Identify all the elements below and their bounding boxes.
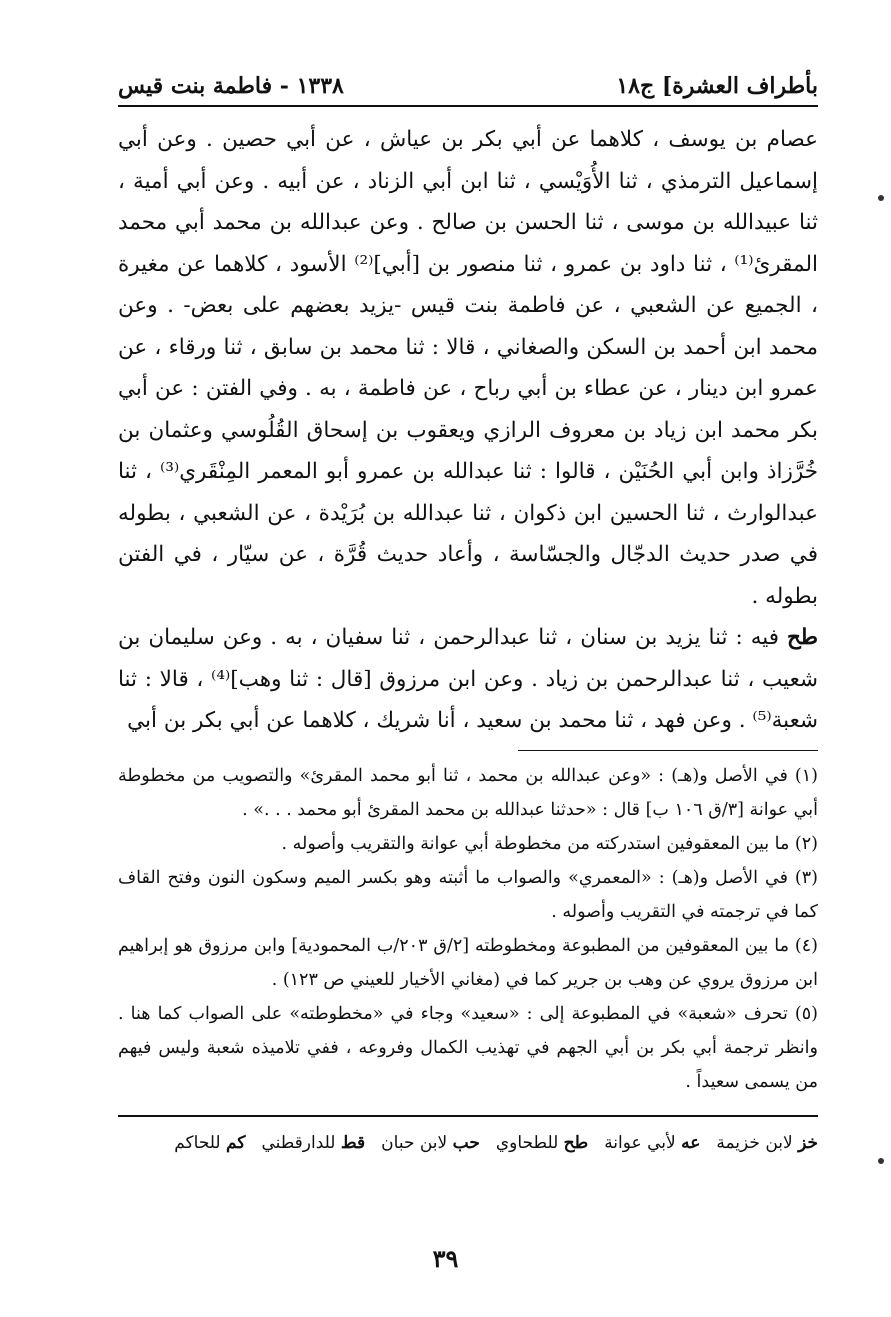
abbreviation-label: لأبي عوانة: [604, 1132, 676, 1153]
margin-dot: [878, 1158, 884, 1164]
abbreviation-item: [381, 1129, 480, 1157]
margin-dot: [878, 195, 884, 201]
running-header: [118, 55, 818, 99]
footnotes: [118, 759, 818, 1099]
abbreviation-code: حب: [452, 1132, 480, 1153]
hadith-reference: ١٣٣٨ - فاطمة بنت قيس: [118, 73, 344, 99]
book-page: [118, 55, 818, 1157]
footnote: (٥) تحرف «شعبة» في المطبوعة إلى : «سعيد» وجاء في «مخطوطته» على الصواب كما هنا . وانظر ترجمة أبي بكر بن أبي الجهم في تهذيب الكمال وفروعه ، ففي تلاميذه شعبة وليس فيهم من يسمى سعيداً .: [118, 1003, 818, 1092]
paragraph: [118, 617, 818, 742]
abbreviation-code: عه: [681, 1132, 701, 1153]
footnote: (١) في الأصل و(هـ) : «وعن عبدالله بن محمد ، ثنا أبو محمد المقرئ» والتصويب من مخطوطة أبي عوانة [٣/ق ١٠٦ ب] قال : «حدثنا عبدالله بن محمد المقرئ أبو محمد . . .» .: [118, 765, 818, 820]
abbreviation-code: قط: [340, 1132, 366, 1153]
abbreviation-item: [716, 1129, 818, 1157]
header-rule: [118, 105, 818, 107]
footnote-separator: [518, 750, 818, 751]
paragraph-text: فيه : ثنا يزيد بن سنان ، ثنا عبدالرحمن ، ثنا سفيان ، به . وعن سليمان بن شعيب ، ثنا عبدالرحمن بن زياد . وعن ابن مرزوق [قال : ثنا وهب]⁽⁴⁾ ، قالا : ثنا شعبة⁽⁵⁾ . وعن فهد ، ثنا محمد بن سعيد ، أنا شريك ، كلاهما عن أبي بكر بن أبي: [118, 625, 818, 733]
abbreviation-item: [604, 1129, 700, 1157]
paragraph: عصام بن يوسف ، كلاهما عن أبي بكر بن عياش ، عن أبي حصين . وعن أبي إسماعيل الترمذي ، ثنا الأُوَيْسي ، ثنا ابن أبي الزناد ، عن أبيه . وعن أبي أمية ، ثنا عبيدالله بن موسى ، ثنا الحسن بن صالح . وعن عبدالله بن محمد أبي محمد المقرئ⁽¹⁾ ، ثنا داود بن عمرو ، ثنا منصور بن [أبي]⁽²⁾ الأسود ، كلاهما عن مغيرة ، الجميع عن الشعبي ، عن فاطمة بنت قيس -يزيد بعضهم على بعض- . وعن محمد ابن أحمد بن السكن والصغاني ، قالا : ثنا محمد بن سابق ، ثنا ورقاء ، عن عمرو ابن دينار ، عن عطاء بن أبي رباح ، عن فاطمة ، به . وفي الفتن : عن أبي بكر محمد ابن زياد بن معروف الرازي ويعقوب بن إسحاق القُلُوسي وعثمان بن خُرَّزاذ وابن أبي الحُنَيْن ، قالوا : ثنا عبدالله بن عمرو أبو المعمر المِنْقَري⁽³⁾ ، ثنا عبدالوارث ، ثنا الحسين ابن ذكوان ، ثنا عبدالله بن بُرَيْدة ، عن الشعبي ، بطوله في صدر حديث الدجّال والجسّاسة ، وأعاد حديث قُرَّة ، عن سيّار ، في الفتن بطوله .: [118, 127, 819, 609]
abbreviation-code: خز: [798, 1132, 818, 1153]
abbreviation-label: لابن حبان: [381, 1132, 448, 1153]
footnote: (٢) ما بين المعقوفين استدركته من مخطوطة أبي عوانة والتقريب وأصوله .: [281, 833, 818, 854]
abbreviations-legend: [118, 1129, 818, 1157]
page-number: ٣٩: [432, 1244, 459, 1273]
abbreviation-lead: طح: [787, 625, 818, 650]
abbreviation-code: كم: [226, 1132, 246, 1153]
footer-rule: [118, 1115, 818, 1117]
abbreviation-label: لابن خزيمة: [716, 1132, 793, 1153]
abbreviation-item: [174, 1129, 245, 1157]
abbreviation-label: للطحاوي: [495, 1132, 559, 1153]
abbreviation-code: طح: [563, 1132, 589, 1153]
main-text: [118, 119, 818, 742]
book-title: بأطراف العشرة] ج١٨: [616, 73, 818, 99]
abbreviation-item: [261, 1129, 365, 1157]
footnote: (٤) ما بين المعقوفين من المطبوعة ومخطوطته [٢/ق ٢٠٣/ب المحمودية] وابن مرزوق هو إبراهيم ابن مرزوق يروي عن وهب بن جرير كما في (مغاني الأخيار للعيني ص ١٢٣) .: [118, 935, 818, 990]
abbreviation-item: [496, 1129, 588, 1157]
abbreviation-label: للحاكم: [174, 1132, 221, 1153]
footnote: (٣) في الأصل و(هـ) : «المعمري» والصواب ما أثبته وهو بكسر الميم وسكون النون وفتح القاف كما في ترجمته في التقريب وأصوله .: [118, 867, 818, 922]
abbreviation-label: للدارقطني: [261, 1132, 336, 1153]
